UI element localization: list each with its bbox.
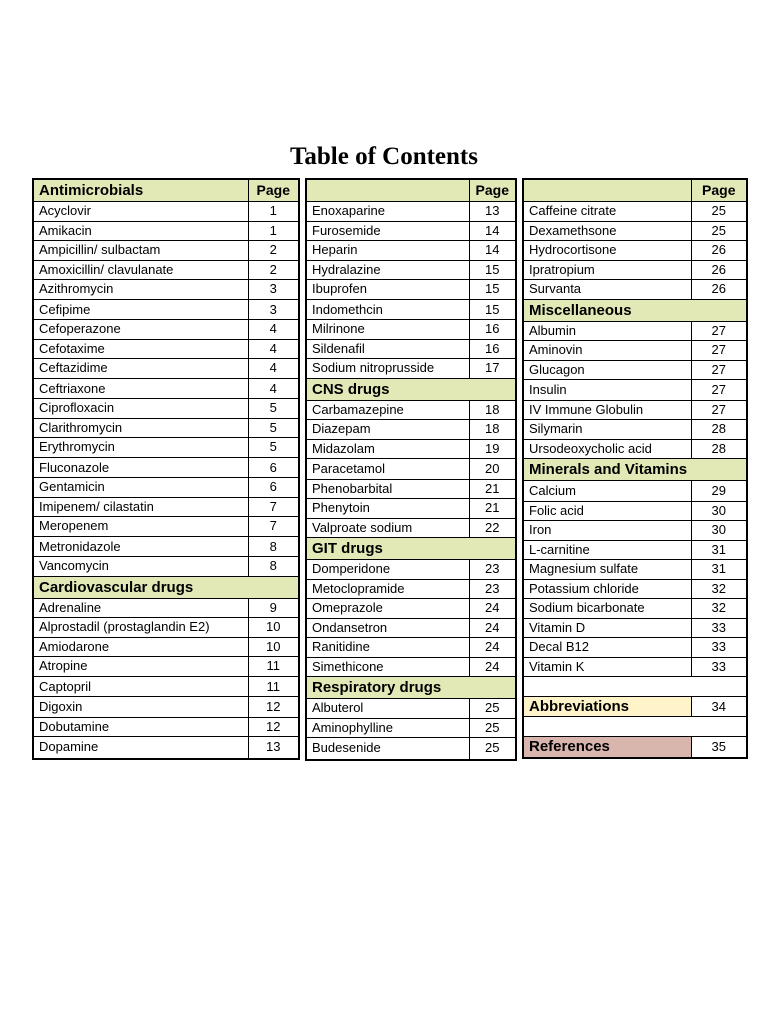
table-of-contents — [32, 178, 742, 775]
toc-entry-page: 27 — [691, 321, 747, 341]
toc-entry-page: 3 — [248, 299, 299, 320]
toc-entry-name[interactable]: Vitamin D — [523, 618, 691, 638]
toc-entry-page: 25 — [691, 202, 747, 222]
toc-entry-name[interactable]: Albumin — [523, 321, 691, 341]
toc-entry-name[interactable]: Furosemide — [306, 221, 469, 241]
toc-entry-row[interactable] — [33, 202, 299, 222]
toc-entry-row[interactable] — [306, 738, 516, 760]
toc-entry-page: 32 — [691, 579, 747, 599]
toc-entry-row[interactable] — [33, 637, 299, 657]
toc-entry-name[interactable]: Ciprofloxacin — [33, 399, 248, 419]
toc-entry-page: 25 — [469, 699, 516, 719]
toc-entry-row[interactable] — [523, 341, 747, 361]
toc-entry-page: 25 — [691, 221, 747, 241]
toc-entry-row[interactable] — [33, 517, 299, 537]
toc-entry-name[interactable]: Adrenaline — [33, 598, 248, 618]
toc-entry-name[interactable]: Amiodarone — [33, 637, 248, 657]
toc-entry-page: 1 — [248, 221, 299, 241]
toc-entry-page: 35 — [691, 736, 747, 758]
toc-entry-name[interactable]: Dopamine — [33, 737, 248, 759]
toc-entry-row[interactable] — [33, 657, 299, 677]
toc-entry-row[interactable] — [33, 737, 299, 759]
toc-entry-name[interactable]: Magnesium sulfate — [523, 560, 691, 580]
toc-entry-page: 31 — [691, 560, 747, 580]
blank-row — [523, 677, 747, 697]
abbreviations-link[interactable]: Abbreviations — [523, 696, 691, 717]
toc-entry-page: 4 — [248, 378, 299, 399]
toc-entry-row[interactable] — [523, 501, 747, 521]
toc-entry-page: 30 — [691, 521, 747, 541]
toc-entry-page: 10 — [248, 637, 299, 657]
toc-entry-row[interactable] — [306, 599, 516, 619]
toc-entry-page: 33 — [691, 638, 747, 658]
toc-entry-name[interactable]: Clarithromycin — [33, 418, 248, 438]
toc-entry-page: 11 — [248, 676, 299, 697]
toc-entry-row[interactable] — [523, 280, 747, 300]
column-header-page: Page — [248, 179, 299, 202]
toc-entry-name[interactable]: Cefoperazone — [33, 320, 248, 340]
toc-entry-row[interactable] — [523, 380, 747, 401]
toc-entry-name[interactable]: Captopril — [33, 676, 248, 697]
toc-entry-row[interactable] — [523, 599, 747, 619]
toc-entry-row[interactable] — [33, 378, 299, 399]
toc-entry-page: 5 — [248, 438, 299, 458]
toc-entry-row[interactable] — [306, 479, 516, 499]
section-header-row — [523, 459, 747, 481]
toc-entry-page: 5 — [248, 418, 299, 438]
section-header-row — [306, 677, 516, 699]
toc-entry-page: 18 — [469, 420, 516, 440]
toc-entry-page: 4 — [248, 320, 299, 340]
toc-entry-page: 26 — [691, 280, 747, 300]
toc-entry-page: 25 — [469, 738, 516, 760]
column-header-row — [306, 179, 516, 202]
toc-entry-row[interactable] — [33, 536, 299, 557]
toc-entry-row[interactable] — [306, 459, 516, 480]
toc-entry-name[interactable]: Ursodeoxycholic acid — [523, 439, 691, 459]
page-title: Table of Contents — [290, 143, 478, 170]
section-header: CNS drugs — [306, 378, 516, 400]
toc-entry-name[interactable]: Ranitidine — [306, 638, 469, 658]
toc-entry-page: 27 — [691, 400, 747, 420]
toc-entry-name[interactable]: Potassium chloride — [523, 579, 691, 599]
toc-entry-name[interactable]: Amoxicillin/ clavulanate — [33, 260, 248, 280]
toc-entry-name[interactable]: Metoclopramide — [306, 579, 469, 599]
section-header: Respiratory drugs — [306, 677, 516, 699]
toc-entry-name[interactable]: Omeprazole — [306, 599, 469, 619]
toc-entry-page: 2 — [248, 241, 299, 261]
column-header-title: Antimicrobials — [33, 179, 248, 202]
toc-entry-name[interactable]: Albuterol — [306, 699, 469, 719]
toc-column-1 — [32, 178, 300, 760]
toc-entry-name[interactable]: Iron — [523, 521, 691, 541]
toc-entry-page: 20 — [469, 459, 516, 480]
toc-entry-row[interactable] — [523, 400, 747, 420]
toc-entry-name[interactable]: Vancomycin — [33, 557, 248, 577]
toc-entry-row[interactable] — [306, 221, 516, 241]
column-header-title — [523, 179, 691, 202]
toc-entry-name[interactable]: Sodium nitroprusside — [306, 359, 469, 379]
toc-entry-page: 7 — [248, 497, 299, 517]
toc-entry-name[interactable]: Carbamazepine — [306, 400, 469, 420]
toc-entry-page: 21 — [469, 499, 516, 519]
toc-entry-page: 8 — [248, 557, 299, 577]
toc-entry-row[interactable] — [306, 518, 516, 538]
toc-entry-row[interactable] — [523, 481, 747, 502]
toc-entry-page: 10 — [248, 618, 299, 638]
toc-entry-name[interactable]: Atropine — [33, 657, 248, 677]
toc-entry-page: 30 — [691, 501, 747, 521]
toc-entry-page: 15 — [469, 299, 516, 320]
column-header-title — [306, 179, 469, 202]
toc-entry-row[interactable] — [306, 339, 516, 359]
toc-entry-name[interactable]: Survanta — [523, 280, 691, 300]
toc-entry-name[interactable]: Ondansetron — [306, 618, 469, 638]
toc-entry-page: 4 — [248, 339, 299, 359]
toc-entry-name[interactable]: Metronidazole — [33, 536, 248, 557]
toc-entry-row[interactable] — [33, 457, 299, 478]
toc-entry-row[interactable] — [306, 202, 516, 222]
toc-entry-row[interactable] — [306, 359, 516, 379]
toc-entry-name[interactable]: Hydralazine — [306, 260, 469, 280]
toc-entry-row[interactable] — [523, 221, 747, 241]
toc-entry-page: 23 — [469, 560, 516, 580]
section-header: Cardiovascular drugs — [33, 576, 299, 598]
toc-entry-row[interactable] — [33, 557, 299, 577]
toc-entry-page: 5 — [248, 399, 299, 419]
toc-entry-name[interactable]: Domperidone — [306, 560, 469, 580]
toc-entry-row[interactable] — [523, 540, 747, 560]
toc-entry-row[interactable] — [306, 657, 516, 677]
toc-entry-row[interactable] — [306, 579, 516, 599]
toc-entry-row[interactable] — [306, 439, 516, 459]
toc-entry-page: 1 — [248, 202, 299, 222]
toc-entry-name[interactable]: Dexamethsone — [523, 221, 691, 241]
toc-entry-row[interactable] — [523, 420, 747, 440]
toc-entry-page: 11 — [248, 657, 299, 677]
toc-entry-name[interactable]: Paracetamol — [306, 459, 469, 480]
toc-entry-row[interactable] — [33, 418, 299, 438]
toc-entry-name[interactable]: Imipenem/ cilastatin — [33, 497, 248, 517]
toc-entry-row[interactable] — [306, 320, 516, 340]
toc-entry-page: 17 — [469, 359, 516, 379]
column-header-page: Page — [469, 179, 516, 202]
section-header: GIT drugs — [306, 538, 516, 560]
toc-entry-row[interactable] — [33, 221, 299, 241]
toc-entry-name[interactable]: Ceftazidime — [33, 359, 248, 379]
section-header-row — [306, 378, 516, 400]
toc-entry-name[interactable]: Folic acid — [523, 501, 691, 521]
toc-entry-name[interactable]: Digoxin — [33, 697, 248, 718]
toc-entry-row[interactable] — [33, 241, 299, 261]
toc-entry-name[interactable]: Aminovin — [523, 341, 691, 361]
section-header: Miscellaneous — [523, 299, 747, 321]
references-link[interactable]: References — [523, 736, 691, 758]
toc-column-3 — [522, 178, 748, 759]
toc-entry-name[interactable]: Ibuprofen — [306, 280, 469, 300]
toc-entry-page: 13 — [248, 737, 299, 759]
toc-entry-page: 34 — [691, 696, 747, 717]
toc-entry-name[interactable]: Silymarin — [523, 420, 691, 440]
toc-entry-row[interactable] — [306, 241, 516, 261]
toc-entry-name[interactable]: Fluconazole — [33, 457, 248, 478]
toc-entry-name[interactable]: Aminophylline — [306, 718, 469, 738]
toc-entry-name[interactable]: Sodium bicarbonate — [523, 599, 691, 619]
toc-entry-row[interactable] — [33, 320, 299, 340]
blank-cell — [523, 677, 747, 697]
toc-entry-page: 18 — [469, 400, 516, 420]
toc-entry-page: 16 — [469, 320, 516, 340]
toc-entry-name[interactable]: Cefipime — [33, 299, 248, 320]
toc-entry-row[interactable] — [306, 260, 516, 280]
toc-entry-name[interactable]: Vitamin K — [523, 657, 691, 677]
toc-entry-name[interactable]: Decal B12 — [523, 638, 691, 658]
toc-entry-row[interactable] — [306, 560, 516, 580]
toc-entry-row[interactable] — [306, 718, 516, 738]
toc-entry-name[interactable]: Cefotaxime — [33, 339, 248, 359]
toc-entry-page: 33 — [691, 657, 747, 677]
section-header: Minerals and Vitamins — [523, 459, 747, 481]
blank-cell — [523, 717, 747, 737]
toc-entry-row[interactable] — [523, 696, 747, 717]
toc-entry-page: 12 — [248, 717, 299, 737]
toc-entry-name[interactable]: Valproate sodium — [306, 518, 469, 538]
toc-entry-row[interactable] — [306, 638, 516, 658]
toc-entry-page: 15 — [469, 260, 516, 280]
toc-entry-name[interactable]: Phenytoin — [306, 499, 469, 519]
toc-entry-row[interactable] — [523, 202, 747, 222]
toc-entry-name[interactable]: Diazepam — [306, 420, 469, 440]
toc-entry-row[interactable] — [33, 359, 299, 379]
blank-row — [523, 717, 747, 737]
column-header-row — [33, 179, 299, 202]
toc-entry-page: 26 — [691, 241, 747, 261]
toc-entry-name[interactable]: Alprostadil (prostaglandin E2) — [33, 618, 248, 638]
toc-entry-page: 23 — [469, 579, 516, 599]
toc-entry-row[interactable] — [306, 420, 516, 440]
toc-entry-row[interactable] — [523, 657, 747, 677]
column-header-page: Page — [691, 179, 747, 202]
toc-entry-row[interactable] — [523, 439, 747, 459]
toc-entry-row[interactable] — [523, 241, 747, 261]
toc-entry-row[interactable] — [306, 499, 516, 519]
toc-entry-name[interactable]: Hydrocortisone — [523, 241, 691, 261]
toc-entry-name[interactable]: Calcium — [523, 481, 691, 502]
toc-entry-row[interactable] — [523, 560, 747, 580]
toc-entry-name[interactable]: L-carnitine — [523, 540, 691, 560]
toc-entry-name[interactable]: Meropenem — [33, 517, 248, 537]
toc-entry-name[interactable]: Acyclovir — [33, 202, 248, 222]
toc-entry-page: 26 — [691, 260, 747, 280]
toc-entry-row[interactable] — [523, 618, 747, 638]
toc-entry-row[interactable] — [306, 618, 516, 638]
toc-entry-page: 4 — [248, 359, 299, 379]
toc-entry-row[interactable] — [33, 497, 299, 517]
toc-entry-name[interactable]: Azithromycin — [33, 280, 248, 300]
toc-entry-page: 24 — [469, 599, 516, 619]
toc-entry-row[interactable] — [523, 736, 747, 758]
toc-entry-page: 32 — [691, 599, 747, 619]
toc-entry-page: 16 — [469, 339, 516, 359]
toc-entry-row[interactable] — [523, 521, 747, 541]
toc-entry-page: 27 — [691, 360, 747, 380]
toc-column-2 — [305, 178, 517, 761]
toc-entry-name[interactable]: Heparin — [306, 241, 469, 261]
toc-entry-page: 28 — [691, 439, 747, 459]
toc-entry-name[interactable]: Erythromycin — [33, 438, 248, 458]
section-header-row — [33, 576, 299, 598]
toc-entry-page: 7 — [248, 517, 299, 537]
toc-entry-name[interactable]: Dobutamine — [33, 717, 248, 737]
toc-entry-row[interactable] — [33, 438, 299, 458]
toc-entry-name[interactable]: Amikacin — [33, 221, 248, 241]
toc-entry-page: 2 — [248, 260, 299, 280]
toc-entry-page: 19 — [469, 439, 516, 459]
toc-entry-page: 31 — [691, 540, 747, 560]
toc-entry-name[interactable]: Indomethcin — [306, 299, 469, 320]
toc-entry-page: 28 — [691, 420, 747, 440]
toc-entry-page: 12 — [248, 697, 299, 718]
toc-entry-row[interactable] — [33, 717, 299, 737]
toc-entry-page: 3 — [248, 280, 299, 300]
toc-entry-page: 24 — [469, 618, 516, 638]
toc-entry-page: 8 — [248, 536, 299, 557]
toc-entry-page: 14 — [469, 241, 516, 261]
toc-entry-page: 24 — [469, 638, 516, 658]
toc-entry-name[interactable]: Simethicone — [306, 657, 469, 677]
toc-entry-row[interactable] — [33, 299, 299, 320]
toc-entry-name[interactable]: Budesenide — [306, 738, 469, 760]
section-header-row — [306, 538, 516, 560]
toc-entry-name[interactable]: Ipratropium — [523, 260, 691, 280]
toc-entry-name[interactable]: IV Immune Globulin — [523, 400, 691, 420]
toc-entry-page: 6 — [248, 478, 299, 498]
toc-entry-page: 21 — [469, 479, 516, 499]
toc-entry-row[interactable] — [33, 697, 299, 718]
toc-entry-page: 24 — [469, 657, 516, 677]
toc-entry-page: 14 — [469, 221, 516, 241]
toc-entry-name[interactable]: Phenobarbital — [306, 479, 469, 499]
toc-entry-page: 25 — [469, 718, 516, 738]
toc-entry-page: 27 — [691, 341, 747, 361]
toc-entry-page: 15 — [469, 280, 516, 300]
toc-entry-row[interactable] — [33, 280, 299, 300]
toc-entry-page: 29 — [691, 481, 747, 502]
toc-entry-page: 6 — [248, 457, 299, 478]
section-header-row — [523, 299, 747, 321]
toc-entry-name[interactable]: Midazolam — [306, 439, 469, 459]
toc-entry-row[interactable] — [33, 598, 299, 618]
toc-entry-row[interactable] — [523, 360, 747, 380]
toc-entry-row[interactable] — [306, 400, 516, 420]
toc-entry-row[interactable] — [523, 321, 747, 341]
toc-entry-row[interactable] — [33, 399, 299, 419]
toc-entry-row[interactable] — [33, 478, 299, 498]
toc-entry-name[interactable]: Insulin — [523, 380, 691, 401]
toc-entry-name[interactable]: Ampicillin/ sulbactam — [33, 241, 248, 261]
toc-entry-row[interactable] — [33, 339, 299, 359]
toc-entry-page: 22 — [469, 518, 516, 538]
toc-entry-row[interactable] — [306, 699, 516, 719]
toc-entry-name[interactable]: Ceftriaxone — [33, 378, 248, 399]
toc-entry-name[interactable]: Milrinone — [306, 320, 469, 340]
toc-entry-row[interactable] — [306, 280, 516, 300]
toc-entry-row[interactable] — [33, 676, 299, 697]
toc-entry-name[interactable]: Gentamicin — [33, 478, 248, 498]
toc-entry-row[interactable] — [523, 579, 747, 599]
toc-entry-page: 27 — [691, 380, 747, 401]
toc-entry-row[interactable] — [33, 618, 299, 638]
toc-entry-name[interactable]: Glucagon — [523, 360, 691, 380]
toc-entry-row[interactable] — [523, 260, 747, 280]
toc-entry-page: 13 — [469, 202, 516, 222]
toc-entry-name[interactable]: Sildenafil — [306, 339, 469, 359]
toc-entry-name[interactable]: Enoxaparine — [306, 202, 469, 222]
column-header-row — [523, 179, 747, 202]
toc-entry-row[interactable] — [33, 260, 299, 280]
toc-entry-page: 9 — [248, 598, 299, 618]
toc-entry-row[interactable] — [523, 638, 747, 658]
toc-entry-page: 33 — [691, 618, 747, 638]
toc-entry-name[interactable]: Caffeine citrate — [523, 202, 691, 222]
toc-entry-row[interactable] — [306, 299, 516, 320]
